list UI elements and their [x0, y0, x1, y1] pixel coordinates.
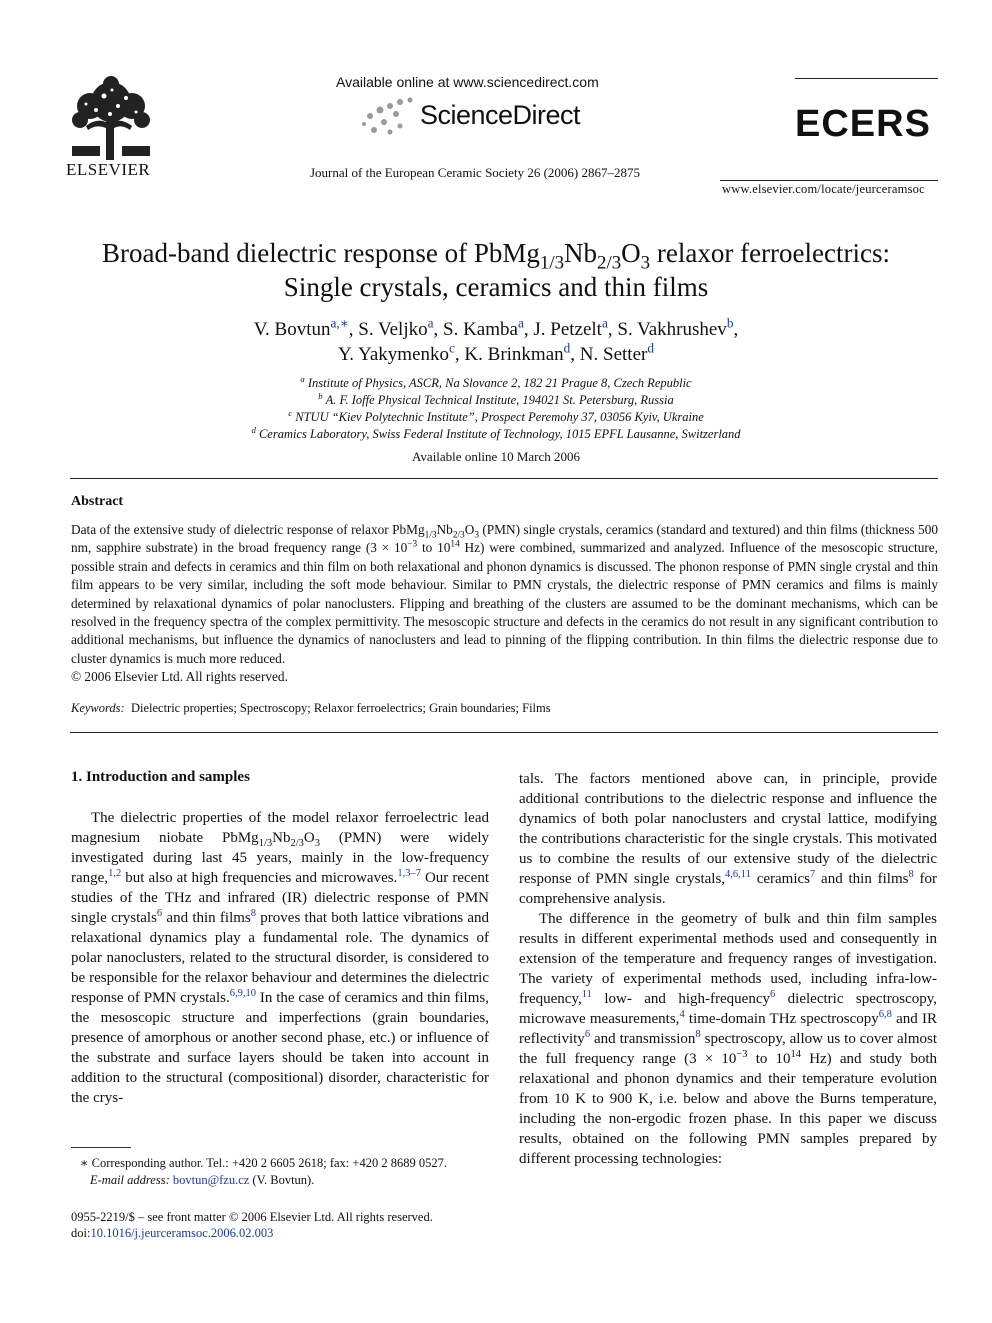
elsevier-logo	[66, 76, 164, 180]
right-column-body: tals. The factors mentioned above can, in principle, provide additional contributions to the dielectric response and influence the dynamics of both polar nanoclusters and crystal lattice, modifying the contributions characteristic for the single crystals. This motivated us to combine the results of our extensive study of the dielectric response of PMN single crystals,$^{4,6,11}$ ceramics$^7$ and thin films$^8$ for comprehensive analysis. The difference in the geometry of bulk and thin film samples results in different experimental methods used and consequently in extension of the temperature and frequency ranges of investigation. The variety of experimental methods used, including infra-low-frequency,$^{11}$ low- and high-frequency$^6$ dielectric spectroscopy, microwave measurements,$^4$ time-domain THz spectroscopy$^{6,8}$ and IR reflectivity$^6$ and transmission$^8$ spectroscopy, allow us to cover almost the full frequency range ($3 \times 10^{-3}$ to $10^{14}$ Hz) and study both relaxational and phonon dynamics and their temperature evolution from 10 K to 900 K, i.e. below and above the Burns temperature, including the non-ergodic frozen phase. In this paper we discuss results, obtained on the following PMN samples prepared by different processing technologies:	[519, 771, 937, 1167]
footnote-corresponding: ∗ Corresponding author. Tel.: +420 2 6605 2618; fax: +420 2 8689 0527.	[80, 1156, 447, 1170]
abstract-copyright: © 2006 Elsevier Ltd. All rights reserved.	[71, 669, 288, 684]
author[interactable]: S. Veljko$^a$	[358, 315, 434, 340]
author[interactable]: Y. Yakymenko$^c$	[337, 340, 455, 365]
doi-link[interactable]: 10.1016/j.jeurceramsoc.2006.02.003	[90, 1226, 274, 1240]
sciencedirect-wordmark: ScienceDirect	[420, 100, 581, 130]
email-link[interactable]: bovtun@fzu.cz	[172, 1173, 250, 1187]
available-date: Available online 10 March 2006	[412, 449, 580, 464]
keywords-label: Keywords:	[71, 701, 125, 715]
elsevier-tree-icon	[66, 76, 156, 160]
authors-line-2: Y. Yakymenko$^c$, K. Brinkman$^d$, N. Setter$^d$	[337, 340, 654, 365]
author[interactable]: V. Bovtun$^{a,∗}$	[253, 315, 349, 340]
section-heading: 1. Introduction and samples	[71, 769, 250, 785]
author[interactable]: S. Vakhrushev$^b$	[617, 315, 734, 340]
affiliation: $^a$ Institute of Physics, ASCR, Na Slovance 2, 182 21 Prague 8, Czech Republic	[300, 373, 692, 390]
author-list	[60, 317, 932, 367]
title-line-2: Single crystals, ceramics and thin films	[283, 272, 709, 302]
affiliation: $^d$ Ceramics Laboratory, Swiss Federal Institute of Technology, 1015 EPFL Lausanne, Switzerland	[251, 424, 741, 441]
issn-line: 0955-2219/$ – see front matter © 2006 Elsevier Ltd. All rights reserved.	[71, 1210, 433, 1224]
ecers-wordmark: ECERS	[795, 103, 931, 145]
journal-citation: Journal of the European Ceramic Society 26 (2006) 2867–2875	[310, 165, 640, 180]
affiliation: $^c$ NTUU “Kiev Polytechnic Institute”, Prospect Peremohy 37, 03056 Kyiv, Ukraine	[288, 407, 704, 424]
author[interactable]: J. Petzelt$^a$	[533, 315, 608, 340]
author[interactable]: N. Setter$^d$	[579, 340, 654, 365]
footnote	[80, 1155, 500, 1189]
article-title	[60, 236, 932, 304]
doi-line: doi:10.1016/j.jeurceramsoc.2006.02.003	[71, 1226, 274, 1240]
abstract-bottom-rule	[70, 732, 938, 733]
author[interactable]: S. Kamba$^a$	[443, 315, 524, 340]
title-prefix: Broad-band dielectric response of PbMg	[102, 238, 540, 268]
abstract-top-rule	[70, 478, 938, 479]
footnote-email: E-mail address: bovtun@fzu.cz (V. Bovtun).	[90, 1173, 315, 1187]
keywords-values: Dielectric properties; Spectroscopy; Relaxor ferroelectrics; Grain boundaries; Films	[130, 701, 551, 715]
abstract-body: Data of the extensive study of dielectric response of relaxor $PbMg_{1/3}Nb_{2/3}O_3$ (PMN) single crystals, ceramics (standard and textured) and thin films (thickness 500 nm, sapphire substrate) in the broad frequency range ($3 \times 10^{-3}$ to $10^{14}$ Hz) were combined, summarized and analyzed. Influence of the mesoscopic structure, possible strain and defects in ceramics and thin film on both relaxational and phonon dynamics is discussed. The phonon response of PMN single crystal and thin film appears to be very similar, including the soft mode behaviour. Similar to PMN crystals, the dielectric response of PMN ceramics and films is mainly determined by relaxational dynamics of polar nanoclusters. Flipping and breathing of the clusters are assumed to be the dominant mechanisms, which can be resolved in the frequency spectra of the complex permittivity. The mesoscopic structure and defects in the ceramics do not result in any significant contribution to additional mechanisms, but influence the dynamics of nanoclusters and lead to pinning of the flipping contribution. In thin films the dielectric response due to cluster dynamics is much more reduced.	[71, 522, 939, 666]
sciencedirect-dots-icon	[360, 96, 418, 136]
journal-url[interactable]: www.elsevier.com/locate/jeurceramsoc	[722, 182, 925, 196]
header-top-rule	[795, 78, 938, 79]
author[interactable]: K. Brinkman$^d$	[464, 340, 571, 365]
sciencedirect-logo	[360, 96, 600, 136]
available-online-line: Available online at www.sciencedirect.com	[336, 74, 599, 90]
title-line-1: Broad-band dielectric response of $PbMg_{1/3}Nb_{2/3}O_3$ relaxor ferroelectrics:	[102, 238, 890, 274]
header-url-rule	[720, 180, 938, 181]
affiliation-list	[60, 375, 932, 443]
affiliation: $^b$ A. F. Ioffe Physical Technical Institute, 194021 St. Petersburg, Russia	[318, 390, 674, 407]
abstract-heading: Abstract	[71, 494, 124, 509]
keywords-line	[71, 701, 551, 716]
left-column-body: The dielectric properties of the model relaxor ferroelectric lead magnesium niobate $PbMg_{1/3}Nb_{2/3}O_3$ (PMN) were widely investigated during last 45 years, mainly in the low-frequency range,$^{1,2}$ but also at high frequencies and microwaves.$^{1,3-7}$ Our recent studies of the THz and infrared (IR) dielectric response of PMN single crystals$^6$ and thin films$^8$ proves that both lattice vibrations and relaxational dynamics play a fundamental role. The dynamics of polar nanoclusters, related to the structural disorder, is considered to be responsible for the relaxor behaviour and determines the dielectric response of PMN crystals.$^{6,9,10}$ In the case of ceramics and thin films, the mesoscopic structure and imperfections (grain boundaries, presence of amorphous or another second phase, etc.) or influence of the substrate and surface layers should be taken into account in addition to the structural (compositional) disorder, characteristic for the crys-	[71, 810, 490, 1106]
ecers-logo	[795, 104, 938, 144]
authors-line-1: V. Bovtun$^{a,∗}$, S. Veljko$^a$, S. Kamba$^a$, J. Petzelt$^a$, S. Vakhrushev$^b$,	[253, 315, 739, 340]
front-matter	[71, 1209, 433, 1241]
footnote-rule	[71, 1147, 131, 1148]
publisher-name: ELSEVIER	[66, 160, 151, 179]
